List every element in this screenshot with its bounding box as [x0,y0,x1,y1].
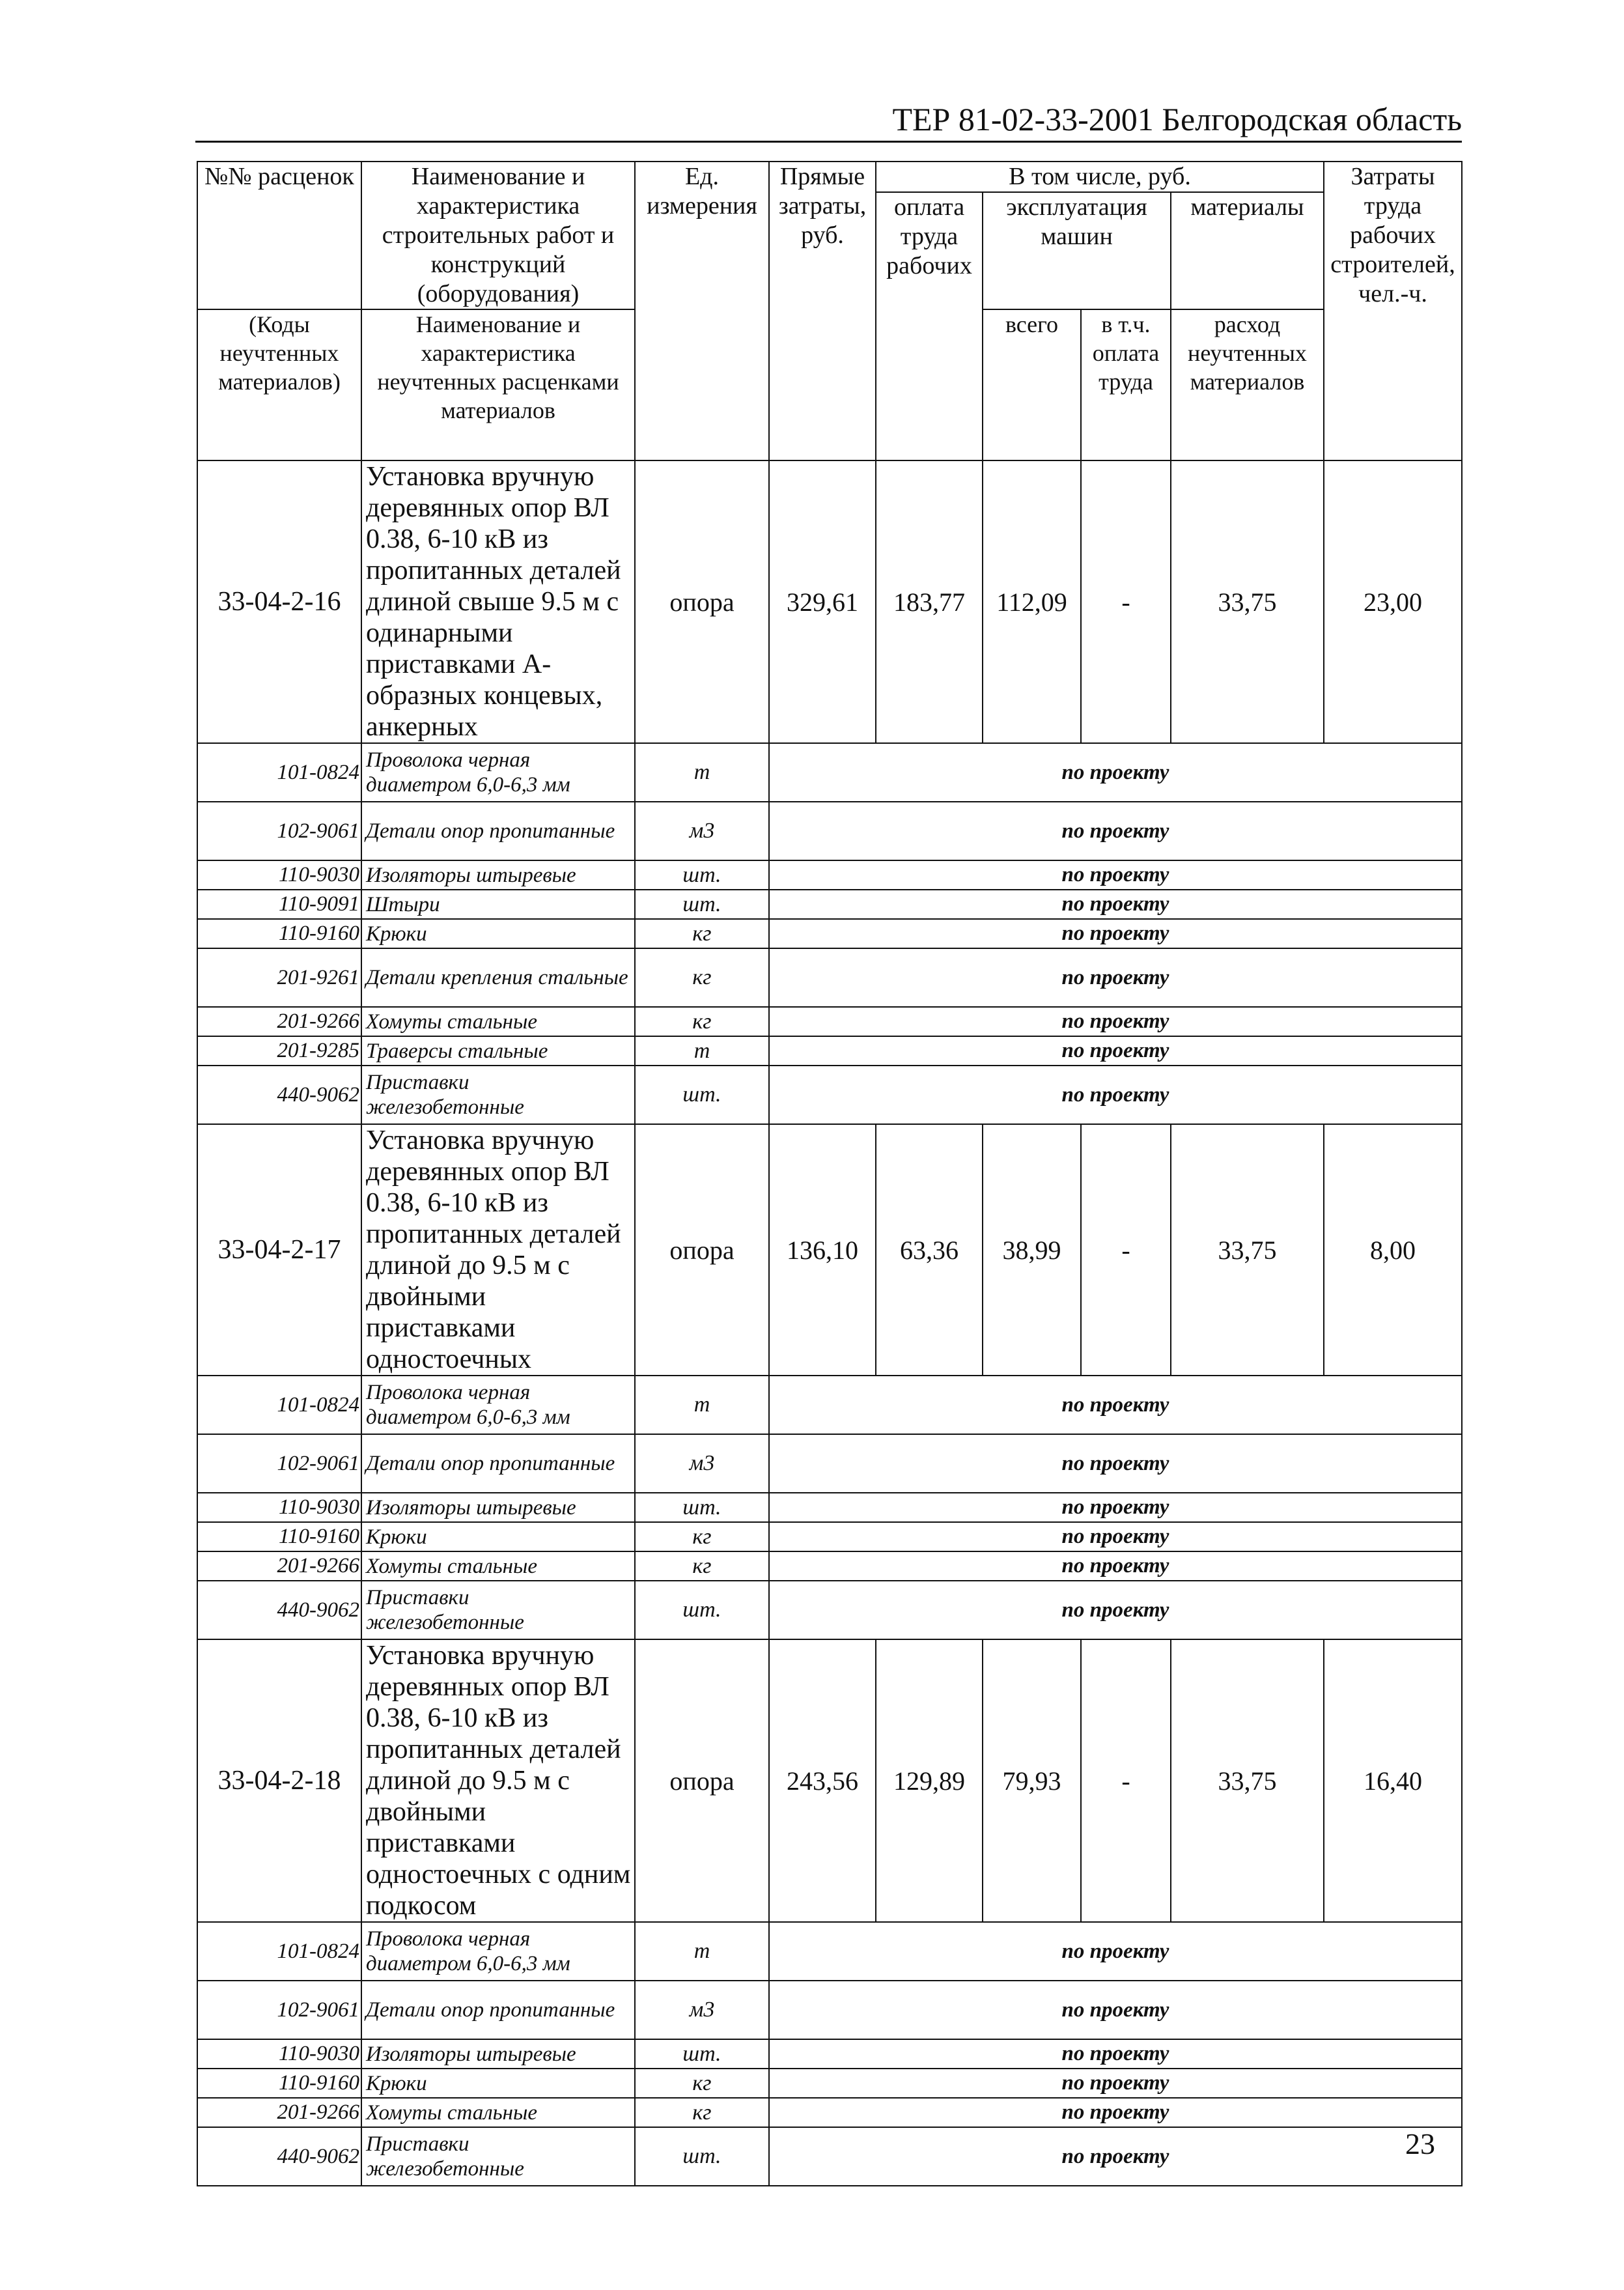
resource-name: Штыри [361,890,635,919]
rate-machines-total: 79,93 [983,1639,1081,1922]
rate-machines-wages: - [1081,460,1171,743]
table-header [197,162,1462,460]
resource-unit: т [635,1376,769,1434]
resource-value: по проекту [769,743,1462,802]
resource-code: 110-9030 [197,2039,361,2069]
resource-value: по проекту [769,1066,1462,1124]
block-3 [197,1639,1462,2186]
th-incl: В том числе, руб. [876,162,1324,192]
resource-row [197,860,1462,890]
page-header [195,98,1462,143]
th-name: Наименование и характеристика строительных работ и конструкций (оборудования) [361,162,635,309]
resource-name: Хомуты стальные [361,2098,635,2127]
resource-name: Приставки железобетонные [361,1066,635,1124]
rate-machines-wages: - [1081,1639,1171,1922]
resource-unit: шт. [635,1493,769,1522]
rates-table [197,161,1463,2186]
resource-code: 440-9062 [197,2127,361,2186]
resource-unit: шт. [635,860,769,890]
resource-name: Изоляторы штыревые [361,860,635,890]
resource-code: 101-0824 [197,1376,361,1434]
resource-code: 102-9061 [197,1434,361,1493]
resource-code: 440-9062 [197,1066,361,1124]
rate-row [197,1124,1462,1376]
resource-unit: м3 [635,1434,769,1493]
resource-row [197,1922,1462,1981]
resource-code: 440-9062 [197,1581,361,1639]
rate-machines-total: 38,99 [983,1124,1081,1376]
resource-name: Детали опор пропитанные [361,1981,635,2039]
resource-name: Хомуты стальные [361,1551,635,1581]
rate-labor: 16,40 [1324,1639,1462,1922]
rate-wages: 183,77 [876,460,983,743]
resource-row [197,1522,1462,1551]
resource-code: 110-9091 [197,890,361,919]
resource-name: Приставки железобетонные [361,2127,635,2186]
resource-unit: кг [635,1522,769,1551]
block-2 [197,1124,1462,1639]
rate-direct: 243,56 [769,1639,876,1922]
resource-value: по проекту [769,1551,1462,1581]
rate-machines-total: 112,09 [983,460,1081,743]
rate-materials: 33,75 [1171,1124,1324,1376]
rate-materials: 33,75 [1171,1639,1324,1922]
resource-unit: кг [635,948,769,1007]
resource-code: 102-9061 [197,802,361,860]
resource-name: Изоляторы штыревые [361,1493,635,1522]
resource-row [197,1551,1462,1581]
resource-code: 201-9266 [197,2098,361,2127]
resource-row [197,1376,1462,1434]
th-labor: Затраты труда рабочих строителей, чел.-ч. [1324,162,1462,460]
th-unit: Ед. измерения [635,162,769,460]
rate-materials: 33,75 [1171,460,1324,743]
resource-unit: т [635,743,769,802]
resource-code: 201-9266 [197,1007,361,1036]
rate-code: 33-04-2-18 [197,1639,361,1922]
rate-labor: 8,00 [1324,1124,1462,1376]
resource-code: 201-9261 [197,948,361,1007]
resource-value: по проекту [769,2127,1462,2186]
rate-name: Установка вручную деревянных опор ВЛ 0.38, 6-10 кВ из пропитанных деталей длиной свыше 9.5 м с одинарными приставками А- образных концевых, анкерных [361,460,635,743]
resource-row [197,1981,1462,2039]
resource-row [197,2098,1462,2127]
resource-code: 110-9030 [197,860,361,890]
resource-unit: кг [635,919,769,948]
resource-unit: м3 [635,1981,769,2039]
block-1 [197,460,1462,1124]
resource-unit: шт. [635,1581,769,1639]
resource-value: по проекту [769,1036,1462,1066]
resource-value: по проекту [769,2098,1462,2127]
resource-unit: шт. [635,2127,769,2186]
resource-row [197,1434,1462,1493]
resource-row [197,948,1462,1007]
resource-value: по проекту [769,860,1462,890]
th-code: №№ расценок [197,162,361,309]
resource-value: по проекту [769,948,1462,1007]
resource-value: по проекту [769,890,1462,919]
page-number: 23 [1405,2127,1435,2160]
resource-code: 110-9160 [197,2069,361,2098]
resource-value: по проекту [769,1581,1462,1639]
resource-code: 110-9160 [197,1522,361,1551]
resource-value: по проекту [769,802,1462,860]
resource-name: Хомуты стальные [361,1007,635,1036]
resource-name: Проволока черная диаметром 6,0-6,3 мм [361,1376,635,1434]
th-materials: материалы [1171,192,1324,309]
rate-wages: 129,89 [876,1639,983,1922]
resource-unit: м3 [635,802,769,860]
resource-row [197,890,1462,919]
resource-unit: шт. [635,2039,769,2069]
th-machines-wages: в т.ч. оплата труда [1081,309,1171,460]
resource-value: по проекту [769,1493,1462,1522]
resource-unit: кг [635,1007,769,1036]
rate-unit: опора [635,1639,769,1922]
resource-unit: т [635,1036,769,1066]
resource-name: Крюки [361,1522,635,1551]
resource-name: Детали крепления стальные [361,948,635,1007]
resource-row [197,743,1462,802]
rate-name: Установка вручную деревянных опор ВЛ 0.38, 6-10 кВ из пропитанных деталей длиной до 9.5 м с двойными приставками одностоечных с одним подкосом [361,1639,635,1922]
resource-row [197,2127,1462,2186]
th-name-sub: Наименование и характеристика неучтенных расценками материалов [361,309,635,460]
resource-row [197,2039,1462,2069]
rate-name: Установка вручную деревянных опор ВЛ 0.38, 6-10 кВ из пропитанных деталей длиной до 9.5 м с двойными приставками одностоечных [361,1124,635,1376]
rate-code: 33-04-2-17 [197,1124,361,1376]
resource-value: по проекту [769,919,1462,948]
resource-row [197,2069,1462,2098]
resource-unit: шт. [635,890,769,919]
th-machines-total: всего [983,309,1081,460]
rate-row [197,460,1462,743]
resource-code: 110-9030 [197,1493,361,1522]
rate-unit: опора [635,1124,769,1376]
resource-code: 101-0824 [197,743,361,802]
th-materials-sub: расход неучтенных материалов [1171,309,1324,460]
rate-unit: опора [635,460,769,743]
th-code-sub: (Коды неучтенных материалов) [197,309,361,460]
resource-unit: кг [635,1551,769,1581]
resource-value: по проекту [769,2039,1462,2069]
resource-name: Детали опор пропитанные [361,802,635,860]
resource-name: Детали опор пропитанные [361,1434,635,1493]
resource-code: 201-9266 [197,1551,361,1581]
th-wages: оплата труда рабочих [876,192,983,460]
rate-code: 33-04-2-16 [197,460,361,743]
rate-wages: 63,36 [876,1124,983,1376]
header-title: ТЕР 81-02-33-2001 Белгородская область [892,101,1462,137]
resource-value: по проекту [769,1922,1462,1981]
resource-unit: т [635,1922,769,1981]
th-direct: Прямые затраты, руб. [769,162,876,460]
resource-name: Приставки железобетонные [361,1581,635,1639]
resource-value: по проекту [769,1007,1462,1036]
resource-unit: кг [635,2098,769,2127]
resource-name: Проволока черная диаметром 6,0-6,3 мм [361,1922,635,1981]
resource-code: 110-9160 [197,919,361,948]
resource-code: 101-0824 [197,1922,361,1981]
resource-row [197,1581,1462,1639]
resource-name: Крюки [361,2069,635,2098]
rate-machines-wages: - [1081,1124,1171,1376]
resource-row [197,1066,1462,1124]
resource-value: по проекту [769,1376,1462,1434]
resource-value: по проекту [769,1434,1462,1493]
resource-value: по проекту [769,1522,1462,1551]
resource-name: Траверсы стальные [361,1036,635,1066]
resource-row [197,1493,1462,1522]
resource-code: 102-9061 [197,1981,361,2039]
resource-unit: кг [635,2069,769,2098]
rate-labor: 23,00 [1324,460,1462,743]
resource-name: Изоляторы штыревые [361,2039,635,2069]
resource-row [197,919,1462,948]
resource-row [197,802,1462,860]
resource-row [197,1007,1462,1036]
resource-name: Крюки [361,919,635,948]
resource-row [197,1036,1462,1066]
resource-name: Проволока черная диаметром 6,0-6,3 мм [361,743,635,802]
th-machines: эксплуатация машин [983,192,1171,309]
rate-direct: 329,61 [769,460,876,743]
resource-value: по проекту [769,1981,1462,2039]
rate-direct: 136,10 [769,1124,876,1376]
resource-unit: шт. [635,1066,769,1124]
resource-value: по проекту [769,2069,1462,2098]
resource-code: 201-9285 [197,1036,361,1066]
rate-row [197,1639,1462,1922]
